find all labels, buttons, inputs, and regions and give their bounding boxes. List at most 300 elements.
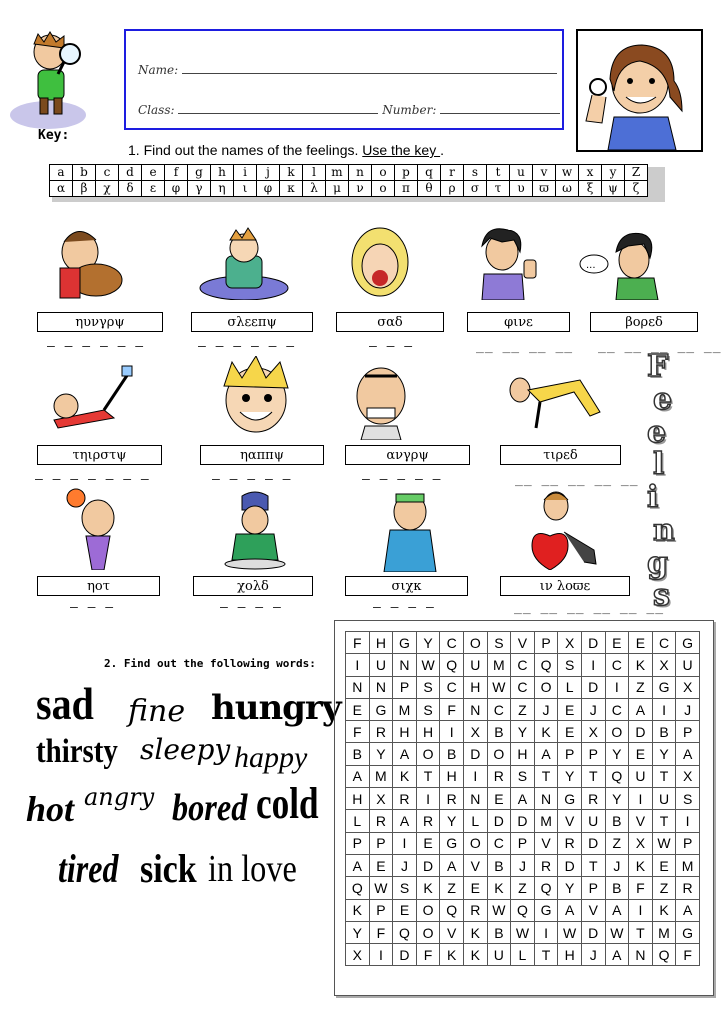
word-search-cell[interactable]: S <box>558 654 582 676</box>
word-search-cell[interactable]: H <box>369 632 393 654</box>
word-search-cell[interactable]: O <box>416 743 440 765</box>
word-search-cell[interactable]: F <box>676 944 700 966</box>
feeling-code-3: σαδ <box>377 315 403 330</box>
word-search-cell[interactable]: Z <box>605 832 629 854</box>
word-search-cell[interactable]: D <box>629 721 653 743</box>
word-search-cell[interactable]: D <box>581 632 605 654</box>
word-search-cell[interactable]: D <box>581 921 605 943</box>
word-search-cell[interactable]: T <box>581 765 605 787</box>
word-search-cell[interactable]: M <box>676 854 700 876</box>
word-search-cell[interactable]: D <box>558 854 582 876</box>
word-search-cell[interactable]: Y <box>558 765 582 787</box>
word-search-cell[interactable]: R <box>676 877 700 899</box>
key-greek-cell: ε <box>142 181 165 197</box>
word-search-cell[interactable]: P <box>534 632 558 654</box>
word-search-cell[interactable]: K <box>440 944 464 966</box>
word-search-cell[interactable]: P <box>581 877 605 899</box>
word-search-cell[interactable]: O <box>463 632 487 654</box>
word-search-cell[interactable]: H <box>558 944 582 966</box>
word-search-cell[interactable]: V <box>534 832 558 854</box>
word-search-cell[interactable]: S <box>676 788 700 810</box>
word-search-cell[interactable]: N <box>534 788 558 810</box>
word-search-cell[interactable]: W <box>605 921 629 943</box>
word-search-cell[interactable]: W <box>652 832 676 854</box>
word-search-cell[interactable]: J <box>676 698 700 720</box>
word-search-cell[interactable]: D <box>393 944 417 966</box>
word-search-cell[interactable]: C <box>440 676 464 698</box>
word-search-cell[interactable]: Y <box>440 810 464 832</box>
key-latin-cell: Z <box>625 165 648 181</box>
word-happy: happy <box>234 741 308 774</box>
word-search-cell[interactable]: E <box>346 698 370 720</box>
word-search-cell[interactable]: H <box>346 788 370 810</box>
word-search-cell[interactable]: A <box>346 765 370 787</box>
word-search-cell[interactable]: Q <box>652 944 676 966</box>
word-search-cell[interactable]: E <box>629 632 653 654</box>
word-angry: angry <box>84 783 155 811</box>
word-search-cell[interactable]: I <box>629 899 653 921</box>
word-search-cell[interactable]: Z <box>440 877 464 899</box>
word-search-cell[interactable]: Q <box>511 899 535 921</box>
word-search-cell[interactable]: G <box>652 676 676 698</box>
answer-line-9[interactable]: __ __ __ __ __ <box>515 472 639 487</box>
word-search-cell[interactable]: I <box>393 832 417 854</box>
answer-line-5[interactable]: __ __ __ __ __ <box>598 339 722 354</box>
word-search-cell[interactable]: R <box>581 788 605 810</box>
word-search-cell[interactable]: K <box>463 944 487 966</box>
word-bored: bored <box>172 787 248 829</box>
word-search-cell[interactable]: O <box>416 899 440 921</box>
word-search-cell[interactable]: U <box>369 654 393 676</box>
word-search-cell[interactable]: A <box>393 743 417 765</box>
key-greek-cell: φ <box>165 181 188 197</box>
word-search-cell[interactable]: U <box>487 944 511 966</box>
word-search-cell[interactable]: C <box>605 654 629 676</box>
word-search-cell[interactable]: I <box>581 654 605 676</box>
word-search-cell[interactable]: I <box>652 698 676 720</box>
answer-line-6[interactable]: — — — — — — — <box>35 472 150 487</box>
word-search-cell[interactable]: Q <box>605 765 629 787</box>
word-search-cell[interactable]: I <box>369 944 393 966</box>
word-search-cell[interactable]: X <box>652 654 676 676</box>
word-search-cell[interactable]: I <box>629 788 653 810</box>
word-search-cell[interactable]: M <box>487 654 511 676</box>
word-in-love: in love <box>208 848 297 890</box>
answer-line-7[interactable]: — — — — — <box>212 472 292 487</box>
word-search-row <box>346 788 700 810</box>
word-search-cell[interactable]: Y <box>416 632 440 654</box>
word-search-cell[interactable]: A <box>534 743 558 765</box>
word-search-cell[interactable]: F <box>440 698 464 720</box>
word-search-cell[interactable]: I <box>346 654 370 676</box>
answer-line-10[interactable]: — — — <box>70 600 115 615</box>
key-latin-cell: g <box>188 165 211 181</box>
word-search-cell[interactable]: C <box>511 676 535 698</box>
key-greek-cell: γ <box>188 181 211 197</box>
hungry-man-clipart <box>50 222 130 302</box>
feeling-code-10: ηοτ <box>87 579 110 594</box>
word-search-cell[interactable]: V <box>463 854 487 876</box>
word-search-cell[interactable]: E <box>605 632 629 654</box>
word-search-cell[interactable]: G <box>534 899 558 921</box>
word-search-cell[interactable]: J <box>511 854 535 876</box>
word-search-cell[interactable]: R <box>440 788 464 810</box>
word-search-cell[interactable]: E <box>558 698 582 720</box>
word-search-cell[interactable]: A <box>346 854 370 876</box>
word-search-cell[interactable]: W <box>416 654 440 676</box>
word-search-cell[interactable]: T <box>534 944 558 966</box>
word-search-cell[interactable]: V <box>558 810 582 832</box>
word-search-cell[interactable]: P <box>676 832 700 854</box>
word-search-cell[interactable]: B <box>487 721 511 743</box>
key-greek-cell: υ <box>510 181 533 197</box>
word-search-cell[interactable]: K <box>534 721 558 743</box>
word-search-cell[interactable]: X <box>581 721 605 743</box>
word-search-cell[interactable]: O <box>463 832 487 854</box>
word-search-cell[interactable]: P <box>393 676 417 698</box>
word-search-cell[interactable]: U <box>676 654 700 676</box>
word-search-cell[interactable]: W <box>369 877 393 899</box>
girl-ok-picture-frame <box>576 29 703 152</box>
word-search-cell[interactable]: P <box>676 721 700 743</box>
word-search-cell[interactable]: M <box>393 698 417 720</box>
word-search-cell[interactable]: H <box>393 721 417 743</box>
word-sick: sick <box>140 846 197 891</box>
word-search-cell[interactable]: X <box>629 832 653 854</box>
word-search-cell[interactable]: T <box>581 854 605 876</box>
word-search-cell[interactable]: F <box>369 921 393 943</box>
key-greek-cell: θ <box>418 181 441 197</box>
class-field[interactable] <box>178 103 378 114</box>
word-search-cell[interactable]: N <box>369 676 393 698</box>
word-search-cell[interactable]: Z <box>511 877 535 899</box>
word-search-cell[interactable]: G <box>558 788 582 810</box>
feeling-word-box-8 <box>345 445 470 465</box>
word-search-cell[interactable]: R <box>369 721 393 743</box>
word-search-cell[interactable]: P <box>511 832 535 854</box>
word-search-cell[interactable]: E <box>487 788 511 810</box>
word-search-row <box>346 921 700 943</box>
word-search-cell[interactable]: K <box>487 877 511 899</box>
word-search-cell[interactable]: C <box>487 698 511 720</box>
girl-ok-clipart <box>578 31 701 150</box>
word-search-cell[interactable]: Y <box>369 743 393 765</box>
word-search-cell[interactable]: G <box>440 832 464 854</box>
word-search-cell[interactable]: Q <box>534 877 558 899</box>
key-latin-cell: p <box>395 165 418 181</box>
word-search-cell[interactable]: J <box>581 944 605 966</box>
word-search-cell[interactable]: A <box>440 854 464 876</box>
word-search-cell[interactable]: S <box>393 877 417 899</box>
key-latin-cell: y <box>602 165 625 181</box>
word-search-cell[interactable]: V <box>629 810 653 832</box>
word-search-cell[interactable]: E <box>416 832 440 854</box>
word-search-cell[interactable]: L <box>463 810 487 832</box>
word-search-cell[interactable]: C <box>605 698 629 720</box>
word-search-cell[interactable]: N <box>463 698 487 720</box>
key-greek-cell: ζ <box>625 181 648 197</box>
word-search-cell[interactable]: Y <box>605 743 629 765</box>
word-search-cell[interactable]: D <box>581 832 605 854</box>
word-search-cell[interactable]: P <box>558 743 582 765</box>
word-search-cell[interactable]: E <box>393 899 417 921</box>
key-latin-cell: f <box>165 165 188 181</box>
word-search-cell[interactable]: I <box>416 788 440 810</box>
word-search-cell[interactable]: M <box>534 810 558 832</box>
key-latin-cell: v <box>533 165 556 181</box>
word-search-cell[interactable]: O <box>534 676 558 698</box>
word-search-cell[interactable]: Y <box>652 743 676 765</box>
word-search-cell[interactable]: G <box>393 632 417 654</box>
fine-boy-thumbs-up-clipart <box>462 222 547 300</box>
word-search-cell[interactable]: K <box>629 854 653 876</box>
word-hot: hot <box>26 789 75 829</box>
word-search-cell[interactable]: I <box>605 676 629 698</box>
word-search-cell[interactable]: S <box>511 765 535 787</box>
word-search-cell[interactable]: F <box>416 944 440 966</box>
word-search-cell[interactable]: C <box>652 632 676 654</box>
word-search-cell[interactable]: J <box>581 698 605 720</box>
feeling-word-box-7 <box>200 445 324 465</box>
vertical-title-letter: i <box>647 480 659 515</box>
word-search-row <box>346 632 700 654</box>
word-search-cell[interactable]: G <box>676 921 700 943</box>
key-latin-cell: u <box>510 165 533 181</box>
word-search-cell[interactable]: E <box>652 854 676 876</box>
word-search-cell[interactable]: Q <box>534 654 558 676</box>
word-search-cell[interactable]: H <box>440 765 464 787</box>
word-search-cell[interactable]: W <box>511 921 535 943</box>
answer-line-2[interactable]: — — — — — — <box>198 339 296 354</box>
word-search-cell[interactable]: B <box>487 921 511 943</box>
word-search-cell[interactable]: X <box>676 676 700 698</box>
answer-line-8[interactable]: — — — — — <box>362 472 442 487</box>
word-search-cell[interactable]: R <box>416 810 440 832</box>
word-search-cell[interactable]: U <box>629 765 653 787</box>
word-search-row <box>346 854 700 876</box>
word-search-cell[interactable]: K <box>393 765 417 787</box>
word-search-cell[interactable]: Y <box>558 877 582 899</box>
feeling-word-box-5 <box>590 312 698 332</box>
word-search-cell[interactable]: B <box>440 743 464 765</box>
answer-line-3[interactable]: — — — <box>369 339 414 354</box>
word-search-cell[interactable]: U <box>652 788 676 810</box>
answer-line-12[interactable]: — — — — <box>373 600 435 615</box>
sleepy-boy-clipart <box>196 226 291 300</box>
word-search-cell[interactable]: V <box>511 632 535 654</box>
word-search-cell[interactable]: I <box>676 810 700 832</box>
word-search-row <box>346 877 700 899</box>
word-search-cell[interactable]: D <box>581 676 605 698</box>
word-search-cell[interactable]: N <box>346 676 370 698</box>
word-search-cell[interactable]: W <box>487 676 511 698</box>
word-search-cell[interactable]: K <box>652 899 676 921</box>
word-search-cell[interactable]: S <box>416 698 440 720</box>
word-search-cell[interactable]: Z <box>629 676 653 698</box>
word-search-cell[interactable]: P <box>346 832 370 854</box>
word-search-cell[interactable]: A <box>393 810 417 832</box>
key-latin-cell: h <box>211 165 234 181</box>
word-search-cell[interactable]: K <box>463 921 487 943</box>
number-field[interactable] <box>440 103 560 114</box>
word-search-cell[interactable]: O <box>416 921 440 943</box>
word-search-cell[interactable]: P <box>369 899 393 921</box>
word-search-cell[interactable]: R <box>487 765 511 787</box>
word-search-cell[interactable]: Z <box>511 698 535 720</box>
word-search-cell[interactable]: H <box>511 743 535 765</box>
word-search-cell[interactable]: W <box>558 921 582 943</box>
word-search-cell[interactable]: Q <box>440 899 464 921</box>
word-search-cell[interactable]: A <box>605 899 629 921</box>
word-search-cell[interactable]: G <box>369 698 393 720</box>
word-search-cell[interactable]: J <box>534 698 558 720</box>
word-search-cell[interactable]: X <box>346 944 370 966</box>
svg-text:...: ... <box>586 260 596 271</box>
tired-man-clipart <box>500 362 610 430</box>
name-field[interactable] <box>182 63 557 74</box>
word-search-cell[interactable]: B <box>652 721 676 743</box>
word-search-cell[interactable]: I <box>440 721 464 743</box>
word-search-cell[interactable]: K <box>416 877 440 899</box>
word-search-cell[interactable]: O <box>487 743 511 765</box>
word-search-cell[interactable]: T <box>652 810 676 832</box>
word-search-cell[interactable]: B <box>605 810 629 832</box>
word-search-cell[interactable]: J <box>605 854 629 876</box>
feeling-word-box-9 <box>500 445 621 465</box>
word-search-cell[interactable]: X <box>463 721 487 743</box>
word-search-cell[interactable]: M <box>652 921 676 943</box>
word-search-cell[interactable]: Q <box>346 877 370 899</box>
key-greek-cell: ο <box>372 181 395 197</box>
word-search-cell[interactable]: K <box>629 654 653 676</box>
word-search-cell[interactable]: S <box>416 676 440 698</box>
key-greek-cell: π <box>395 181 418 197</box>
word-search-cell[interactable]: Z <box>652 877 676 899</box>
word-search-cell[interactable]: A <box>558 899 582 921</box>
word-search-cell[interactable]: R <box>463 899 487 921</box>
answer-line-13[interactable]: __ __ __ __ __ __ <box>514 600 665 615</box>
word-search-cell[interactable]: Q <box>440 654 464 676</box>
word-search-cell[interactable]: D <box>463 743 487 765</box>
word-search-cell[interactable]: D <box>416 854 440 876</box>
word-search-cell[interactable]: D <box>487 810 511 832</box>
word-search-cell[interactable]: N <box>629 944 653 966</box>
key-greek-cell: ψ <box>602 181 625 197</box>
word-search-cell[interactable]: E <box>369 854 393 876</box>
word-search-cell[interactable]: D <box>511 810 535 832</box>
word-search-cell[interactable]: N <box>393 654 417 676</box>
word-search-cell[interactable]: J <box>393 854 417 876</box>
word-search-cell[interactable]: Y <box>511 721 535 743</box>
answer-line-1[interactable]: — — — — — — <box>47 339 145 354</box>
word-search-cell[interactable]: I <box>534 921 558 943</box>
word-search-cell[interactable]: V <box>581 899 605 921</box>
word-search-cell[interactable]: Q <box>393 921 417 943</box>
word-search-cell[interactable]: L <box>558 676 582 698</box>
word-search-cell[interactable]: O <box>605 721 629 743</box>
key-greek-cell: μ <box>326 181 349 197</box>
word-search-cell[interactable]: K <box>346 899 370 921</box>
key-greek-cell: σ <box>464 181 487 197</box>
word-search-cell[interactable]: Y <box>346 921 370 943</box>
word-search-cell[interactable]: U <box>463 654 487 676</box>
word-search-cell[interactable]: E <box>463 877 487 899</box>
word-search-cell[interactable]: S <box>487 632 511 654</box>
word-thirsty: thirsty <box>36 733 118 770</box>
word-search-cell[interactable]: A <box>511 788 535 810</box>
key-latin-cell: i <box>234 165 257 181</box>
word-search-cell[interactable]: T <box>652 765 676 787</box>
answer-line-11[interactable]: — — — — <box>220 600 282 615</box>
sick-man-clipart <box>378 488 442 572</box>
key-latin-cell: b <box>73 165 96 181</box>
sad-woman-clipart <box>345 224 415 302</box>
word-search-cell[interactable]: F <box>629 877 653 899</box>
feeling-code-5: βορεδ <box>625 315 663 330</box>
key-latin-cell: x <box>579 165 602 181</box>
feeling-code-12: σιχκ <box>391 579 422 594</box>
word-search-cell[interactable]: V <box>440 921 464 943</box>
word-search-cell[interactable]: A <box>676 899 700 921</box>
word-search-cell[interactable]: X <box>676 765 700 787</box>
question-1-underlined: Use the key <box>362 142 441 158</box>
word-search-cell[interactable]: H <box>463 676 487 698</box>
word-search-row <box>346 944 700 966</box>
word-search-cell[interactable]: L <box>511 944 535 966</box>
word-search-cell[interactable]: R <box>393 788 417 810</box>
word-search-cell[interactable]: R <box>534 854 558 876</box>
word-search-cell[interactable]: X <box>369 788 393 810</box>
word-search-cell[interactable]: T <box>416 765 440 787</box>
word-search-cell[interactable]: P <box>369 832 393 854</box>
word-search-cell[interactable]: B <box>605 877 629 899</box>
word-search-cell[interactable]: R <box>558 832 582 854</box>
answer-line-4[interactable]: __ __ __ __ <box>476 339 574 354</box>
word-search-cell[interactable]: E <box>558 721 582 743</box>
word-search-cell[interactable]: P <box>581 743 605 765</box>
vertical-title-letter: l <box>653 447 665 483</box>
word-search-cell[interactable]: A <box>605 944 629 966</box>
word-search-cell[interactable]: M <box>369 765 393 787</box>
word-search-cell[interactable]: X <box>558 632 582 654</box>
key-greek-cell: η <box>211 181 234 197</box>
word-search-cell[interactable]: U <box>581 810 605 832</box>
word-search-cell[interactable]: T <box>534 765 558 787</box>
word-search-cell[interactable]: L <box>346 810 370 832</box>
word-hungry: hungry <box>211 688 341 728</box>
word-search-cell[interactable]: R <box>369 810 393 832</box>
word-search-cell[interactable]: B <box>346 743 370 765</box>
word-search-cell[interactable]: E <box>629 743 653 765</box>
word-search-cell[interactable]: A <box>676 743 700 765</box>
word-search-cell[interactable]: F <box>346 721 370 743</box>
word-search-cell[interactable]: W <box>487 899 511 921</box>
feeling-code-7: ηαππψ <box>240 448 284 463</box>
word-search-cell[interactable]: T <box>629 921 653 943</box>
word-search-row <box>346 832 700 854</box>
word-search-cell[interactable]: N <box>463 788 487 810</box>
word-search-cell[interactable]: Y <box>605 788 629 810</box>
word-search-cell[interactable]: G <box>676 632 700 654</box>
word-search-cell[interactable]: C <box>511 654 535 676</box>
word-search-cell[interactable]: H <box>416 721 440 743</box>
word-search-cell[interactable]: I <box>463 765 487 787</box>
word-search-cell[interactable]: C <box>487 832 511 854</box>
word-search-cell[interactable]: A <box>629 698 653 720</box>
word-search-cell[interactable]: B <box>487 854 511 876</box>
word-search-cell[interactable]: F <box>346 632 370 654</box>
word-search-cell[interactable]: C <box>440 632 464 654</box>
